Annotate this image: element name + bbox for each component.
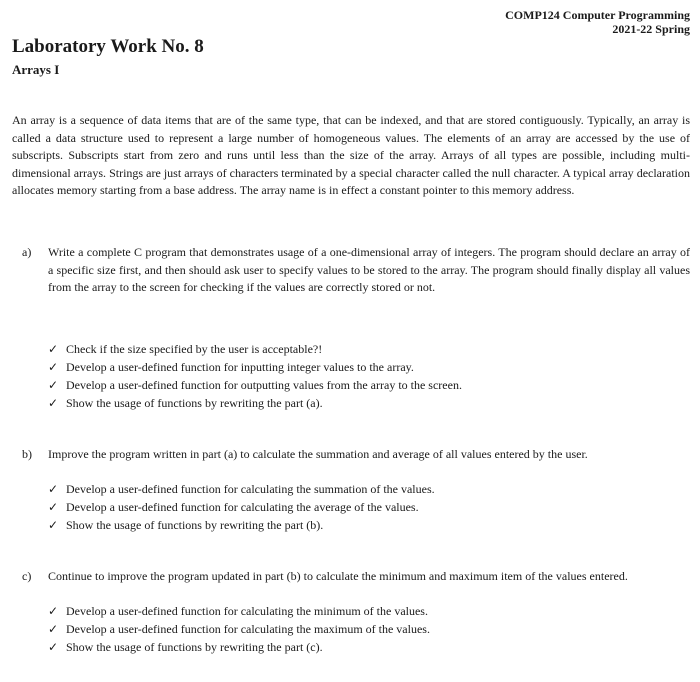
course-name: COMP124 Computer Programming <box>505 8 690 22</box>
check-icon: ✓ <box>48 622 59 636</box>
check-icon: ✓ <box>48 378 59 392</box>
check-icon: ✓ <box>48 482 59 496</box>
check-icon: ✓ <box>48 342 59 356</box>
check-icon: ✓ <box>48 500 59 514</box>
check-icon: ✓ <box>48 518 59 532</box>
checklist-item: ✓ Develop a user-defined function for calculating the maximum of the values. <box>48 622 430 636</box>
part-b-letter: b) <box>22 447 32 461</box>
part-a-checklist <box>48 340 462 412</box>
checklist-item: ✓ Develop a user-defined function for calculating the summation of the values. <box>48 482 435 496</box>
checklist-item: ✓ Develop a user-defined function for calculating the minimum of the values. <box>48 604 428 618</box>
checklist-item: ✓ Develop a user-defined function for outputting values from the array to the screen. <box>48 378 462 392</box>
checklist-item: ✓ Show the usage of functions by rewriting the part (a). <box>48 396 323 410</box>
part-a-letter: a) <box>22 245 32 259</box>
part-c <box>22 568 690 586</box>
part-b <box>22 446 690 464</box>
check-icon: ✓ <box>48 360 59 374</box>
course-header <box>505 8 690 36</box>
page-title: Laboratory Work No. 8 <box>12 36 204 57</box>
check-icon: ✓ <box>48 640 59 654</box>
checklist-item: ✓ Develop a user-defined function for inputting integer values to the array. <box>48 360 414 374</box>
part-b-text: Improve the program written in part (a) to calculate the summation and average of all values entered by the user. <box>48 447 588 461</box>
checklist-item: ✓ Check if the size specified by the user is acceptable?! <box>48 342 323 356</box>
part-c-letter: c) <box>22 569 32 583</box>
page-subtitle: Arrays I <box>12 62 60 77</box>
intro-paragraph: An array is a sequence of data items that are of the same type, that can be indexed, and that are stored contiguously. Typically, an array is called a data structure used to represent a large number of homogeneous values. The elements of an array are accessed by the use of subscripts. Subscripts start from zero and runs until less than the size of the array. Arrays of all types are possible, including multi-dimensional arrays. Strings are just arrays of characters terminated by a special character called the null character. A typical array declaration allocates memory starting from a base address. The array name is in effect a constant pointer to this memory address. <box>12 113 690 198</box>
checklist-item: ✓ Show the usage of functions by rewriting the part (c). <box>48 640 323 654</box>
checklist-item: ✓ Show the usage of functions by rewriting the part (b). <box>48 518 324 532</box>
part-a <box>22 244 690 297</box>
check-icon: ✓ <box>48 396 59 410</box>
checklist-item: ✓ Develop a user-defined function for calculating the average of the values. <box>48 500 419 514</box>
course-term: 2021-22 Spring <box>612 22 690 36</box>
check-icon: ✓ <box>48 604 59 618</box>
part-b-checklist <box>48 480 435 534</box>
part-c-text: Continue to improve the program updated in part (b) to calculate the minimum and maximum item of the values entered. <box>48 569 628 583</box>
part-c-checklist <box>48 602 430 656</box>
part-a-text: Write a complete C program that demonstrates usage of a one-dimensional array of integers. The program should declare an array of a specific size first, and then should ask user to specify values to be stored to the array. The program should finally display all values from the array to the screen for checking if the values are correctly stored or not. <box>48 245 690 295</box>
